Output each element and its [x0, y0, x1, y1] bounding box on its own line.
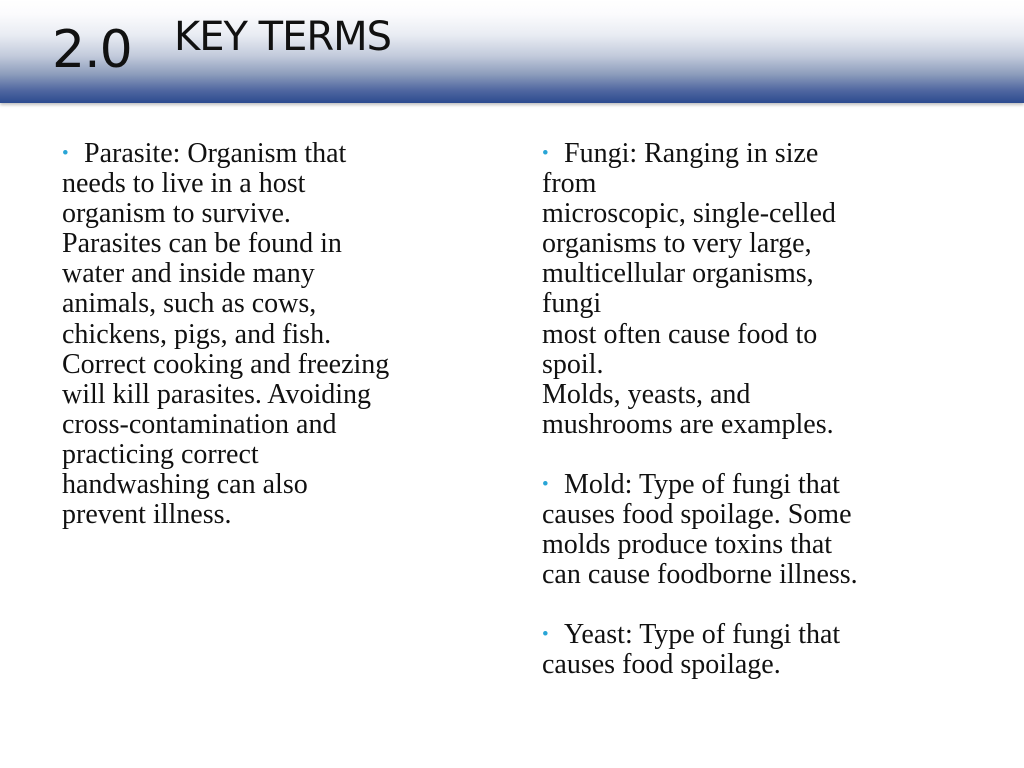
- term-line: Correct cooking and freezing: [62, 348, 390, 380]
- bullet-icon: •: [62, 143, 69, 164]
- title-bar: [0, 0, 1024, 103]
- term-yeast: [542, 620, 1012, 680]
- term-line: from: [542, 168, 597, 200]
- term-line: molds produce toxins that: [542, 529, 833, 561]
- section-number: 2.0: [52, 20, 132, 80]
- term-line: needs to live in a host: [62, 168, 306, 200]
- term-line: prevent illness.: [62, 499, 232, 531]
- term-line: • Fungi: Ranging in size: [542, 138, 819, 169]
- term-line: can cause foodborne illness.: [542, 559, 858, 591]
- term-line: animals, such as cows,: [62, 288, 317, 320]
- term-line: causes food spoilage.: [542, 649, 781, 681]
- term-line: microscopic, single-celled: [542, 198, 836, 230]
- term-line: most often cause food to: [542, 318, 818, 350]
- bullet-icon: •: [542, 624, 549, 646]
- slide-title: KEY TERMS: [174, 14, 392, 60]
- term-line: chickens, pigs, and fish.: [62, 318, 332, 350]
- term-line: mushrooms are examples.: [542, 408, 834, 440]
- term-line: • Mold: Type of fungi that: [542, 468, 840, 500]
- term-line: cross-contamination and: [62, 408, 337, 440]
- term-line: multicellular organisms,: [542, 258, 814, 290]
- term-line: organism to survive.: [62, 198, 291, 230]
- term-line: water and inside many: [62, 258, 315, 290]
- term-line: • Parasite: Organism that: [62, 138, 347, 169]
- term-fungi: [542, 139, 1012, 440]
- term-line: will kill parasites. Avoiding: [62, 378, 372, 410]
- term-line: fungi: [542, 288, 602, 320]
- term-line: • Yeast: Type of fungi that: [542, 619, 841, 651]
- term-line: Parasites can be found in: [62, 228, 342, 260]
- bullet-icon: •: [542, 473, 549, 495]
- term-line: organisms to very large,: [542, 228, 812, 260]
- right-column: [542, 139, 1012, 711]
- term-line: handwashing can also: [62, 469, 308, 501]
- term-line: spoil.: [542, 348, 604, 380]
- term-mold: [542, 470, 1012, 590]
- term-line: Molds, yeasts, and: [542, 378, 751, 410]
- term-line: causes food spoilage. Some: [542, 499, 852, 531]
- term-line: practicing correct: [62, 438, 259, 470]
- left-column: [62, 139, 492, 560]
- bullet-icon: •: [542, 143, 549, 164]
- term-parasite: [62, 139, 492, 530]
